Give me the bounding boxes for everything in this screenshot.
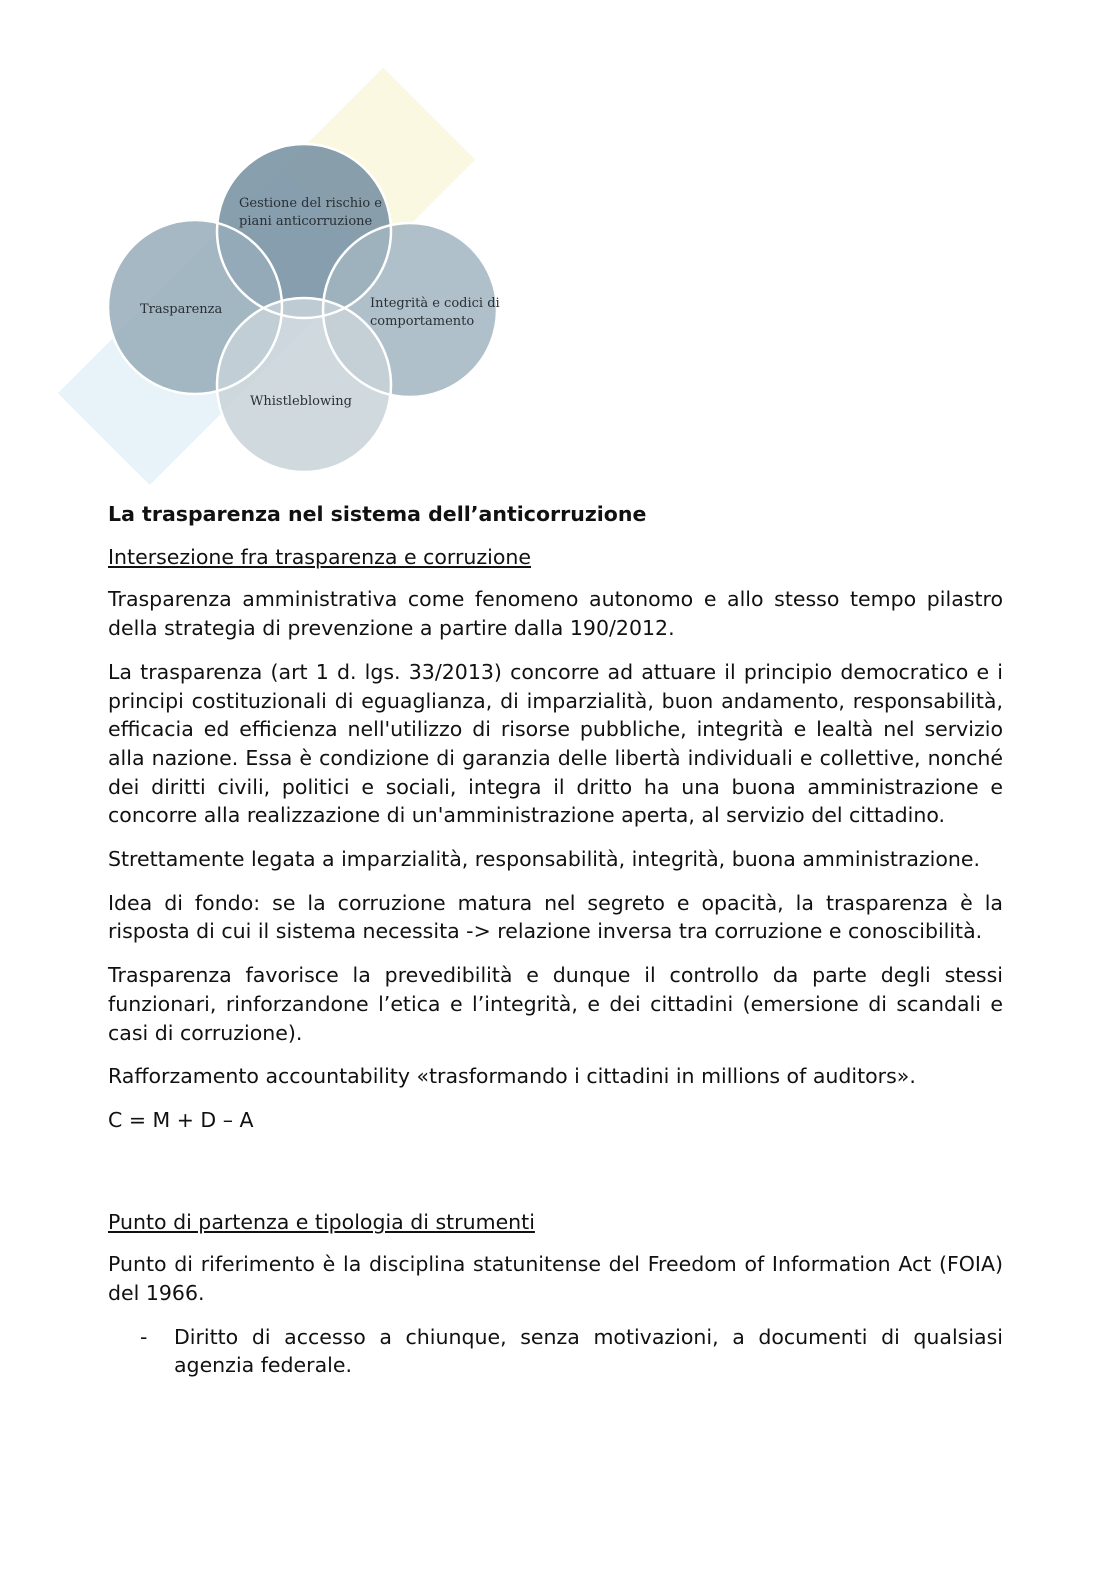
paragraph: Trasparenza favorisce la prevedibilità e dunque il controllo da parte degli stessi funzionari, rinforzandone l’etica e l’integrità, e dei cittadini (emersione di scandali e casi di corruzione). xyxy=(108,963,1003,1045)
list-item xyxy=(108,1323,1003,1380)
section-heading-punto-di-partenza: Punto di partenza e tipologia di strumenti xyxy=(108,1209,535,1234)
section-heading-intersezione: Intersezione fra trasparenza e corruzione xyxy=(108,544,531,569)
document-body xyxy=(108,500,1003,1380)
paragraph: Rafforzamento accountability «trasformando i cittadini in millions of auditors». xyxy=(108,1064,916,1089)
anticorruption-diagram xyxy=(100,135,510,485)
paragraph: Strettamente legata a imparzialità, responsabilità, integrità, buona amministrazione. xyxy=(108,847,981,872)
formula: C = M + D – A xyxy=(108,1107,254,1132)
paragraph: Idea di fondo: se la corruzione matura nel segreto e opacità, la trasparenza è la risposta di cui il sistema necessita -> relazione inversa tra corruzione e conoscibilità. xyxy=(108,890,1003,944)
label-integrita-line2: comportamento xyxy=(370,314,475,329)
paragraph: Trasparenza amministrativa come fenomeno autonomo e allo stesso tempo pilastro della strategia di prevenzione a partire dalla 190/2012. xyxy=(108,587,1003,641)
label-trasparenza: Trasparenza xyxy=(140,302,223,317)
paragraph: Punto di riferimento è la disciplina statunitense del Freedom of Information Act (FOIA) del 1966. xyxy=(108,1252,1003,1306)
label-gestione-line1: Gestione del rischio e xyxy=(239,196,382,211)
label-integrita-line1: Integrità e codici di xyxy=(370,296,500,311)
paragraph: La trasparenza (art 1 d. lgs. 33/2013) concorre ad attuare il principio democratico e i principi costituzionali di eguaglianza, di imparzialità, buon andamento, responsabilità, efficacia ed efficienza nell'utilizzo di risorse pubbliche, integrità e lealtà nel servizio alla nazione. Essa è condizione di garanzia delle libertà individuali e collettive, nonché dei diritti civili, politici e sociali, integra il dritto ha una buona amministrazione e concorre alla realizzazione di un'amministrazione aperta, al servizio del cittadino. xyxy=(108,659,1003,828)
bullet-marker: - xyxy=(140,1324,148,1349)
label-gestione-line2: piani anticorruzione xyxy=(239,214,373,229)
bullet-text: Diritto di accesso a chiunque, senza motivazioni, a documenti di qualsiasi agenzia federale. xyxy=(174,1324,1003,1378)
label-whistleblowing: Whistleblowing xyxy=(250,394,352,409)
document-title: La trasparenza nel sistema dell’anticorruzione xyxy=(108,502,647,526)
